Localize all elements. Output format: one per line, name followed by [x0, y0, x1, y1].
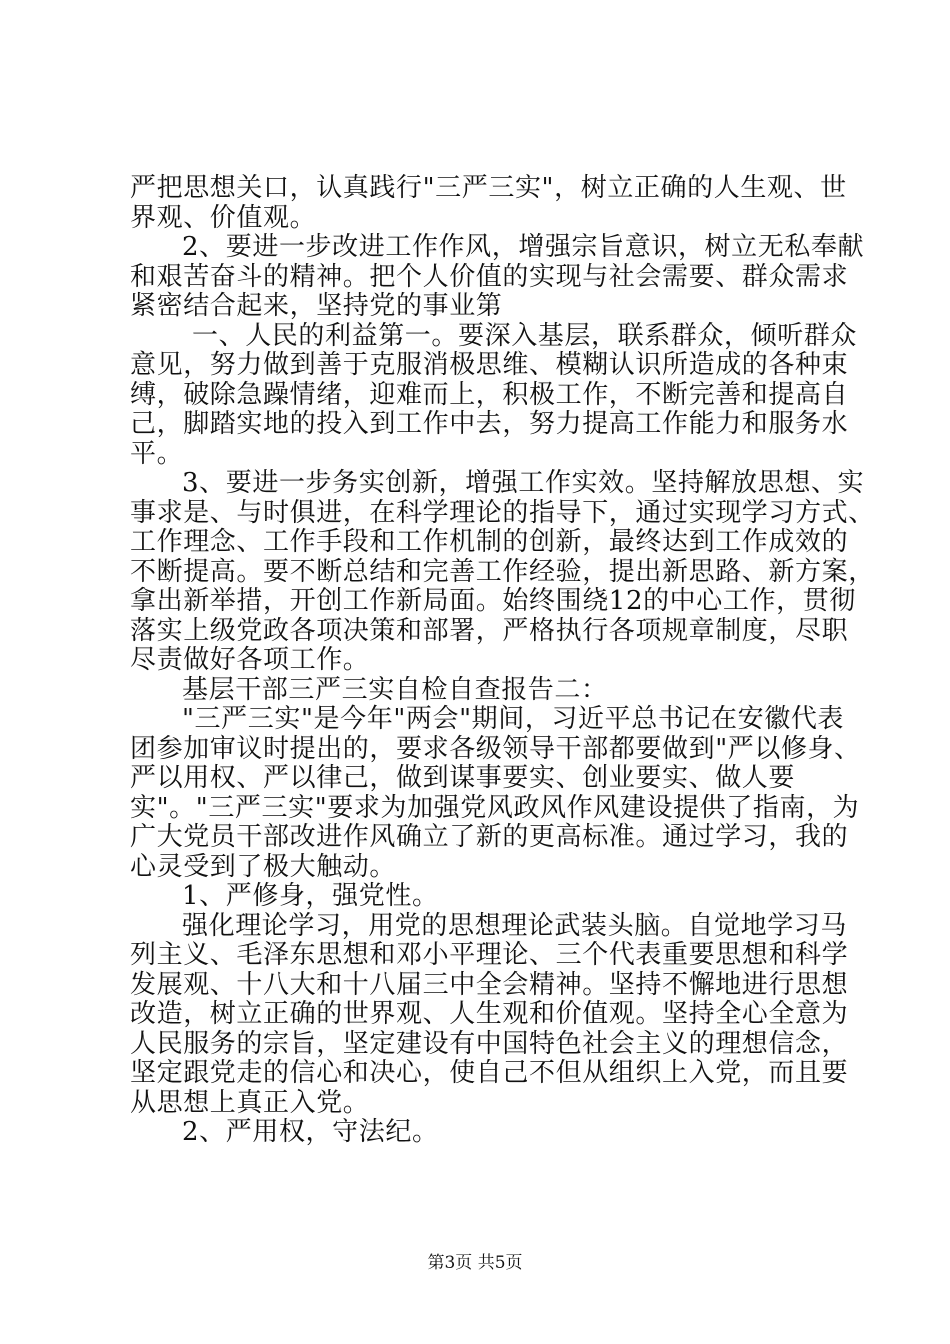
text-line: 工作理念、工作手段和工作机制的创新，最终达到工作成效的: [130, 527, 849, 557]
text-line: 强化理论学习，用党的思想理论武装头脑。自觉地学习马: [182, 910, 848, 941]
text-line: 事求是、与时俱进，在科学理论的指导下，通过实现学习方式、: [130, 497, 875, 528]
text-line: 落实上级党政各项决策和部署，严格执行各项规章制度，尽职: [130, 615, 849, 646]
text-line: 2、要进一步改进工作作风，增强宗旨意识，树立无私奉献: [182, 232, 865, 262]
subsection-heading: 2、严用权，守法纪。: [182, 1117, 439, 1147]
text-line: 一、人民的利益第一。要深入基层，联系群众，倾听群众: [192, 320, 858, 351]
text-line: 从思想上真正入党。: [130, 1087, 370, 1118]
text-line: 严把思想关口，认真践行"三严三实"，树立正确的人生观、世: [130, 173, 847, 203]
subsection-heading: 1、严修身，强党性。: [182, 881, 439, 911]
text-line: 和艰苦奋斗的精神。把个人价值的实现与社会需要、群众需求: [130, 261, 849, 292]
text-line: 紧密结合起来，坚持党的事业第: [130, 291, 503, 321]
page-footer: 第3页 共5页: [427, 1253, 523, 1273]
text-line: 改造，树立正确的世界观、人生观和价值观。坚持全心全意为: [130, 999, 849, 1029]
text-line: 列主义、毛泽东思想和邓小平理论、三个代表重要思想和科学: [130, 940, 849, 970]
text-line: 尽责做好各项工作。: [130, 645, 370, 675]
text-line: 3、要进一步务实创新，增强工作实效。坚持解放思想、实: [182, 468, 865, 498]
text-line: 广大党员干部改进作风确立了新的更高标准。通过学习，我的: [130, 822, 849, 852]
text-line: 发展观、十八大和十八届三中全会精神。坚持不懈地进行思想: [130, 969, 849, 1000]
text-line: 意见，努力做到善于克服消极思维、模糊认识所造成的各种束: [130, 350, 849, 380]
text-line: 不断提高。要不断总结和完善工作经验，提出新思路、新方案，: [130, 556, 875, 587]
text-line: 缚，破除急躁情绪，迎难而上，积极工作，不断完善和提高自: [130, 379, 849, 410]
text-line: 实"。"三严三实"要求为加强党风政风作风建设提供了指南，为: [130, 792, 860, 823]
section-heading: 基层干部三严三实自检自查报告二：: [182, 674, 608, 705]
text-line: "三严三实"是今年"两会"期间，习近平总书记在安徽代表: [182, 704, 845, 734]
text-line: 人民服务的宗旨，坚定建设有中国特色社会主义的理想信念，: [130, 1028, 849, 1059]
text-line: 心灵受到了极大触动。: [130, 851, 397, 882]
text-line: 严以用权、严以律己，做到谋事要实、创业要实、做人要: [130, 763, 796, 793]
text-line: 平。: [130, 438, 184, 469]
text-line: 坚定跟党走的信心和决心，使自己不但从组织上入党，而且要: [130, 1058, 849, 1088]
text-line: 界观、价值观。: [130, 202, 317, 233]
text-line: 拿出新举措，开创工作新局面。始终围绕12的中心工作，贯彻: [130, 586, 856, 616]
document-body: [130, 173, 875, 1148]
text-line: 己，脚踏实地的投入到工作中去，努力提高工作能力和服务水: [130, 409, 849, 439]
text-line: 团参加审议时提出的，要求各级领导干部都要做到"严以修身、: [130, 733, 861, 764]
